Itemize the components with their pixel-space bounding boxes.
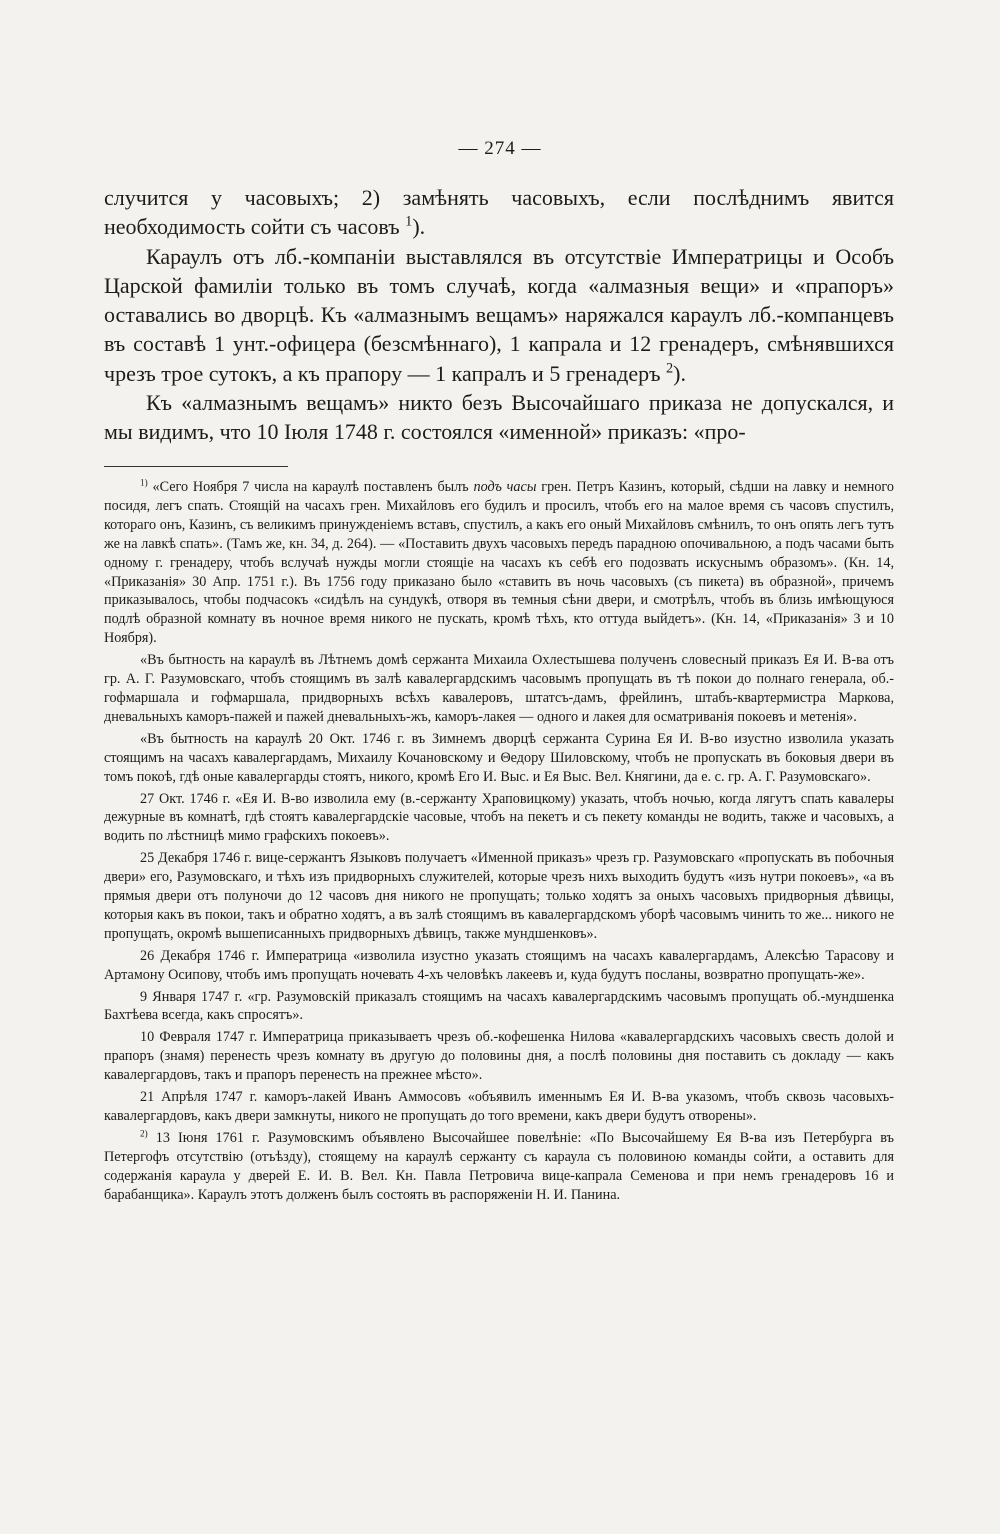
paragraph-1: случится у часовыхъ; 2) замѣнять часовыхъ, если послѣднимъ явится необходимость сойти съ часовъ $^1$). <box>104 185 894 240</box>
footnote-1-quote-3: «Въ бытность на караулѣ 20 Окт. 1746 г. въ Зимнемъ дворцѣ сержанта Сурина Ея И. В-во изустно изволила указать стоящимъ на часахъ кавалергардамъ, Михаилу Кочановскому и Θедору Шиловскому, чтобъ не пропускать въ боковыя двери въ томъ покоѣ, гдѣ оные кавалергарды стоятъ, никого, кромѣ Его И. Выс. и Ея Выс. Вел. Княгини, да е. с. гр. А. Г. Разумовскаго». <box>104 730 894 785</box>
paragraph-2: Караулъ отъ лб.-компаніи выставлялся въ отсутствіе Императрицы и Особъ Царской фамиліи только въ томъ случаѣ, когда «алмазныя вещи» и «прапоръ» оставались во дворцѣ. Къ «алмазнымъ вещамъ» наряжался караулъ лб.-компанцевъ въ составѣ 1 унт.-офицера (безсмѣннаго), 1 капрала и 12 гренадеръ, смѣнявшихся чрезъ трое сутокъ, а къ прапору — 1 капралъ и 5 гренадеръ $^2$). <box>104 243 894 386</box>
footnote-1-quote-4: 27 Окт. 1746 г. «Ея И. В-во изволила ему (в.-сержанту Храповицкому) указать, чтобъ ночью, когда лягутъ спать кавалеры дежурные въ комнатѣ, гдѣ стоятъ кавалергардскіе часовые, чтобъ на пекетъ и съ пекету команды не водить, также и часовыхъ, а водить по лѣстницѣ мимо графскихъ покоевъ». <box>104 790 894 845</box>
italic-phrase: подъ часы <box>473 479 537 495</box>
page-number: — 274 — <box>458 138 542 159</box>
footnotes <box>104 478 894 1208</box>
footnote-divider <box>104 466 288 467</box>
footnote-1-quote-8: 10 Февраля 1747 г. Императрица приказываетъ чрезъ об.-кофешенка Нилова «кавалергардскихъ часовыхъ свесть долой и прапоръ (знамя) перенесть чрезъ комнату въ другую до половины дня, а послѣ половины дня поставить съ докладу — какъ кавалергардовъ, такъ и прапоръ перенесть на прежнее мѣсто». <box>104 1029 894 1084</box>
footnote-1-quote-2: «Въ бытность на караулѣ въ Лѣтнемъ домѣ сержанта Михаила Охлестышева полученъ словесный приказъ Ея И. В-ва отъ гр. А. Г. Разумовскаго, чтобъ стоящимъ въ залѣ кавалергардскимъ часовымъ пропущать въ тѣ покои до полнаго генерала, об.-гофмаршала и гофмаршала, придворныхъ всѣхъ кавалеровъ, штатсъ-дамъ, фрейлинъ, штабъ-квартермистра Маркова, дневальныхъ каморъ-пажей и пажей дневальныхъ-жъ, каморъ-лакея — одного и лакея для осматриванія покоевъ и метенія». <box>104 652 894 725</box>
footnote-mark-1: 1) <box>140 477 148 488</box>
footnote-ref-1: 1 <box>405 213 413 230</box>
footnote-1-quote-6: 26 Декабря 1746 г. Императрица «изволила изустно указать стоящимъ на часахъ кавалергардамъ, Алексѣю Тарасову и Артамону Осипову, чтобъ имъ пропущать ночевать 4-хъ человѣкъ лакеевъ и, куда будутъ посланы, возвратно пропущать-же». <box>104 947 894 983</box>
footnote-mark-2: 2) <box>140 1128 148 1139</box>
footnote-1-quote-7: 9 Января 1747 г. «гр. Разумовскій приказалъ стоящимъ на часахъ кавалергардскимъ часовымъ пропущать об.-мундшенка Бахтѣева всегда, какъ спросятъ». <box>104 988 894 1024</box>
footnote-1: $^{1)}$ «Сего Ноября 7 числа на караулѣ поставленъ былъ подъ часы грен. Петръ Казинъ, который, сѣдши на лавку и немного посидя, легъ спать. Стоящій на часахъ грен. Михайловъ его будилъ и просилъ, чтобъ его на малое время съ часовъ спустилъ, котораго онъ, Казинъ, съ великимъ принужденіемъ вставъ, спустилъ, а какъ его оный Михайловъ смѣнилъ, то онъ опять легъ тутъ же на лавкѣ спать». (Тамъ же, кн. 34, д. 264). — «Поставить двухъ часовыхъ передъ парадною опочивальною, а подъ часами быть одному г. гренадеру, чтобъ вслучаѣ нужды могли стоящіе на часахъ къ себѣ его подозвать искуснымъ образомъ». (Кн. 14, «Приказанія» 30 Апр. 1751 г.). Въ 1756 году приказано было «ставить въ ночь часовыхъ (съ пикета) въ образной», причемъ приказывалось, чтобы подчасокъ «сидѣлъ на сундукѣ, отворя въ темныя сѣни двери, и смотрѣлъ, чтобъ въ близь имѣющуюся подлѣ образной комнату въ ночное время никого не пускать, кромѣ тѣхъ, кто оттуда выйдетъ». (Кн. 14, «Приказанія» 3 и 10 Ноября). <box>104 477 894 647</box>
paragraph-3: Къ «алмазнымъ вещамъ» никто безъ Высочайшаго приказа не допускался, и мы видимъ, что 10 Іюля 1748 г. состоялся «именной» приказъ: «про- <box>104 390 894 445</box>
footnote-1-quote-9: 21 Апрѣля 1747 г. каморъ-лакей Иванъ Аммосовъ «объявилъ именнымъ Ея И. В-ва указомъ, чтобъ сквозь часовыхъ-кавалергардовъ, какъ двери замкнуты, никого не пропущать до того времени, какъ двери будутъ отворены». <box>104 1089 894 1124</box>
footnote-1-quote-5: 25 Декабря 1746 г. вице-сержантъ Языковъ получаетъ «Именной приказъ» чрезъ гр. Разумовскаго «пропускать въ побочныя двери» его, Разумовскаго, и тѣхъ изъ придворныхъ служителей, которые чрезъ нихъ выходить будутъ «изъ нутри покоевъ», «а въ прямыя двери отъ полуночи до 12 часовъ дня никого не пропущать; только ходятъ за оныхъ часовыхъ придворныя дѣвицы, которыя какъ въ покои, такъ и обратно ходятъ, а въ залѣ стоящимъ въ кавалергардскомъ уборѣ часовымъ чинить то же... никого не пропущать, окромѣ вышеписанныхъ придворныхъ дѣвицъ, также мундшенковъ». <box>104 850 894 942</box>
main-text <box>104 183 894 447</box>
footnote-ref-2: 2 <box>665 360 674 377</box>
footnote-2: $^{2)}$ 13 Іюня 1761 г. Разумовскимъ объявлено Высочайшее повелѣніе: «По Высочайшему Ея В-ва изъ Петербурга въ Петергофъ отсутствію (отъѣзду), стоящему на караулѣ сержанту съ караула съ половиною команды сойти, а оставить для содержанія караула у дверей Е. И. В. Вел. Кн. Павла Петровича вице-капрала Семенова и при немъ гренадеровъ 16 и барабанщика». Караулъ этотъ долженъ былъ состоять въ распоряженіи Н. И. Панина. <box>104 1128 894 1203</box>
